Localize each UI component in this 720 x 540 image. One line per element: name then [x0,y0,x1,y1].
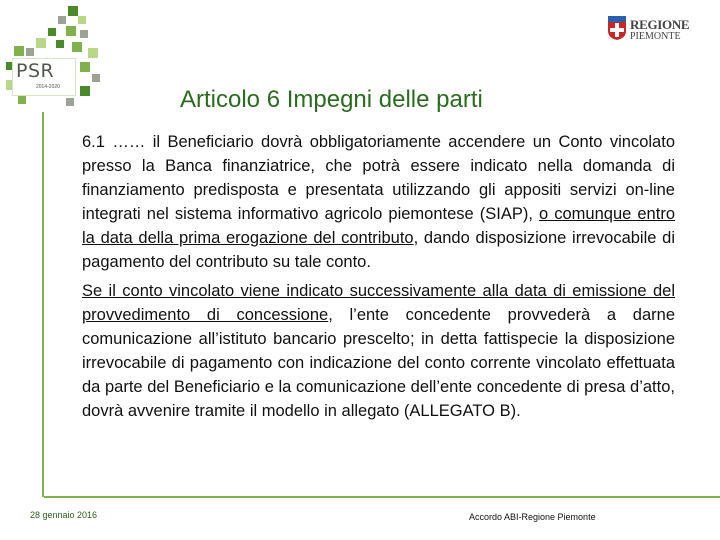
p1-end: , dando disposizione irrevocabile di pagamento del contributo su tale conto. [82,229,675,271]
paragraph-1 [82,130,675,274]
page-title: Articolo 6 Impegni delle parti [180,86,483,113]
crest-icon [608,16,626,40]
region-name-line2: PIEMONTE [630,31,681,42]
footer-date: 28 gennaio 2016 [30,510,98,520]
footer-divider [44,496,720,498]
footer-caption: Accordo ABI-Regione Piemonte [469,512,596,522]
p1-intro: 6.1 …… il Beneficiario dovrà obbligatoriamente accendere un Conto vincolato presso la Banca finanziatrice, che potrà essere indicato nella domanda di finanziamento predisposta e presentata utilizzando gli appositi servizi on-line integrati nel sistema informativo agricolo piemontese (SIAP), [82,133,675,223]
vertical-divider [42,112,44,497]
psr-years: 2014-2020 [36,84,60,90]
psr-logo [0,0,110,110]
psr-text: PSR [16,60,55,82]
p1-underlined: o comunque entro la data della prima erogazione del contributo [82,205,675,247]
article-body [82,130,675,423]
regione-piemonte-logo [608,16,704,44]
paragraph-2 [82,279,675,423]
region-name-line1: REGIONE [630,17,690,32]
p2-underlined: Se il conto vincolato viene indicato successivamente alla data di emissione del provvedimento di concessione [82,282,675,324]
p2-end: , l’ente concedente provvederà a darne comunicazione all’istituto bancario prescelto; in detta fattispecie la disposizione irrevocabile di pagamento con indicazione del conto corrente vincolato effettuata da parte del Beneficiario e la comunicazione dell’ente concedente di presa d’atto, dovrà avvenire tramite il modello in allegato (ALLEGATO B). [82,306,675,420]
